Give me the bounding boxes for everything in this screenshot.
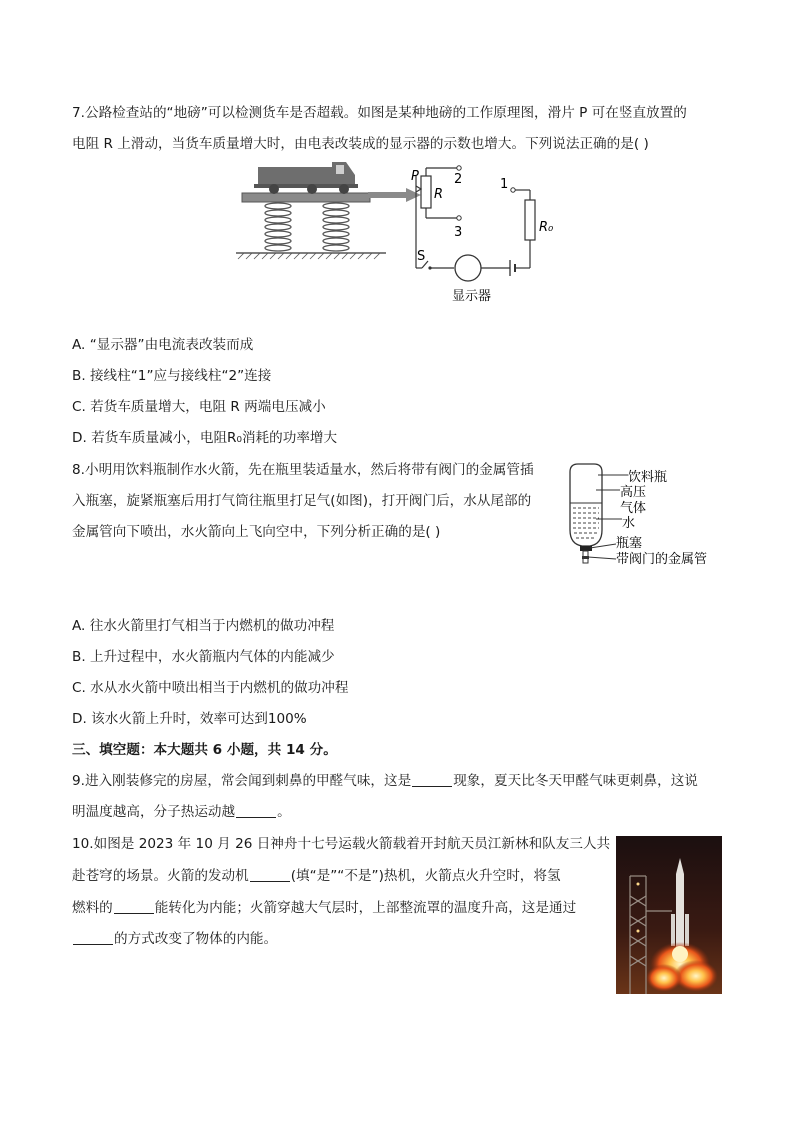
q10-text-2a: 赴苍穹的场景。火箭的发动机 — [72, 868, 249, 884]
spring-right — [323, 203, 349, 251]
label-display: 显示器 — [452, 289, 492, 304]
q7-option-b: B. 接线柱“1”应与接线柱“2”连接 — [72, 368, 272, 384]
q7-option-a: A. “显示器”由电流表改装而成 — [72, 337, 254, 353]
display-meter — [455, 255, 481, 281]
q8-stem-line2: 入瓶塞，旋紧瓶塞后用打气筒往瓶里打足气(如图)，打开阀门后，水从尾部的 — [72, 493, 532, 509]
label-r: R — [434, 187, 444, 202]
answer-blank[interactable] — [114, 899, 154, 914]
q10-line4 — [72, 929, 277, 949]
q7-option-c: C. 若货车质量增大，电阻 R 两端电压减小 — [72, 399, 326, 415]
label-water: 水 — [622, 516, 636, 531]
q9-line2 — [72, 802, 291, 822]
weighbridge-circuit-diagram — [230, 156, 560, 306]
label-metal-tube: 带阀门的金属管 — [616, 552, 708, 567]
label-bottle: 饮料瓶 — [628, 470, 668, 485]
label-r0: R₀ — [539, 220, 554, 235]
answer-blank[interactable] — [73, 930, 113, 945]
resistor-r0 — [525, 200, 535, 240]
q8-option-b: B. 上升过程中，水火箭瓶内气体的内能减少 — [72, 649, 335, 665]
label-high-pressure: 高压 — [620, 485, 647, 500]
q10-text-4b: 的方式改变了物体的内能。 — [114, 931, 278, 947]
label-terminal-2: 2 — [454, 172, 463, 187]
label-gas: 气体 — [620, 501, 647, 516]
resistor-r — [421, 176, 431, 208]
scale-platform — [242, 193, 370, 202]
truck-icon — [254, 162, 358, 194]
q8-option-a: A. 往水火箭里打气相当于内燃机的做功冲程 — [72, 618, 335, 634]
q8-stem-line1: 8.小明用饮料瓶制作水火箭，先在瓶里装适量水，然后将带有阀门的金属管插 — [72, 462, 534, 478]
q8-option-d: D. 该水火箭上升时，效率可达到100% — [72, 711, 307, 727]
label-s: S — [417, 249, 426, 264]
rocket-launch-photo — [616, 836, 722, 994]
water-rocket-diagram — [562, 460, 732, 572]
q9-text-1: 9.进入刚装修完的房屋，常会闻到刺鼻的甲醛气味，这是 — [72, 773, 412, 789]
q9-line1 — [72, 771, 698, 791]
label-terminal-1: 1 — [500, 177, 509, 192]
label-p: P — [411, 169, 419, 184]
answer-blank[interactable] — [412, 772, 452, 787]
q9-text-4: 。 — [277, 804, 291, 820]
q7-stem-line1: 7.公路检查站的“地磅”可以检测货车是否超载。如图是某种地磅的工作原理图，滑片 P 可在竖直放置的 — [72, 105, 687, 121]
q7-option-d: D. 若货车质量减小，电阻R₀消耗的功率增大 — [72, 430, 338, 446]
answer-blank[interactable] — [236, 803, 276, 818]
q10-line2 — [72, 866, 561, 886]
label-stopper: 瓶塞 — [616, 536, 643, 551]
label-terminal-3: 3 — [454, 225, 463, 240]
q8-stem-line3: 金属管向下喷出，水火箭向上飞向空中，下列分析正确的是( ) — [72, 524, 441, 540]
q7-stem-line2: 电阻 R 上滑动，当货车质量增大时，由电表改装成的显示器的示数也增大。下列说法正确的是( ) — [72, 136, 649, 152]
section-3-heading: 三、填空题：本大题共 6 小题，共 14 分。 — [72, 742, 337, 758]
spring-left — [265, 203, 291, 251]
q9-text-3: 明温度越高，分子热运动越 — [72, 804, 236, 820]
q10-text-2b: (填“是”“不是”)热机，火箭点火升空时，将氢 — [290, 868, 561, 884]
q10-line1: 10.如图是 2023 年 10 月 26 日神舟十七号运载火箭载着开封航天员江新林和队友三人共 — [72, 836, 611, 852]
q10-text-3a: 燃料的 — [72, 900, 113, 916]
q10-line3 — [72, 898, 576, 918]
q10-text-3b: 能转化为内能；火箭穿越大气层时，上部整流罩的温度升高，这是通过 — [154, 900, 577, 916]
q8-option-c: C. 水从水火箭中喷出相当于内燃机的做功冲程 — [72, 680, 349, 696]
q9-text-2: 现象，夏天比冬天甲醛气味更刺鼻，这说 — [453, 773, 698, 789]
answer-blank[interactable] — [250, 867, 290, 882]
